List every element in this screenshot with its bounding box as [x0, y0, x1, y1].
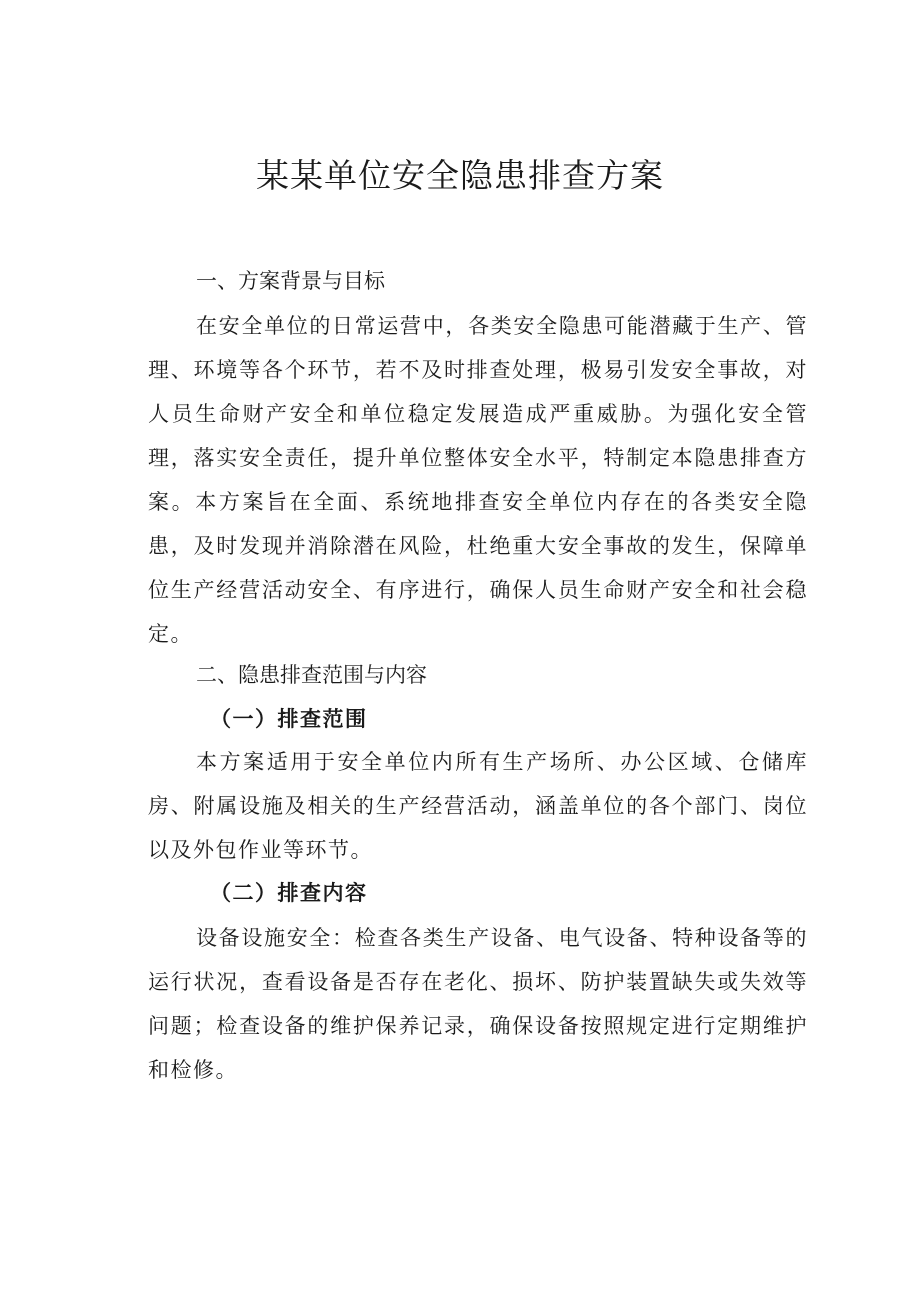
- paragraph-scope: 本方案适用于安全单位内所有生产场所、办公区域、仓储库房、附属设施及相关的生产经营活动，涵盖单位的各个部门、岗位以及外包作业等环节。: [148, 750, 808, 862]
- document-title: 某某单位安全隐患排查方案: [256, 156, 664, 195]
- paragraph-equipment-safety: 设备设施安全：检查各类生产设备、电气设备、特种设备等的运行状况，查看设备是否存在老化、损坏、防护装置缺失或失效等问题；检查设备的维护保养记录，确保设备按照规定进行定期维护和检修。: [148, 926, 808, 1082]
- subheading-content: （二）排查内容: [210, 880, 368, 905]
- section-heading-background: 一、方案背景与目标: [196, 269, 385, 293]
- paragraph-background: 在安全单位的日常运营中，各类安全隐患可能潜藏于生产、管理、环境等各个环节，若不及时排查处理，极易引发安全事故，对人员生命财产安全和单位稳定发展造成严重威胁。为强化安全管理，落实安全责任，提升单位整体安全水平，特制定本隐患排查方案。本方案旨在全面、系统地排查安全单位内存在的各类安全隐患，及时发现并消除潜在风险，杜绝重大安全事故的发生，保障单位生产经营活动安全、有序进行，确保人员生命财产安全和社会稳定。: [148, 314, 808, 646]
- section-heading-scope-content: 二、隐患排查范围与内容: [196, 663, 427, 687]
- subheading-scope: （一）排查范围: [210, 706, 368, 731]
